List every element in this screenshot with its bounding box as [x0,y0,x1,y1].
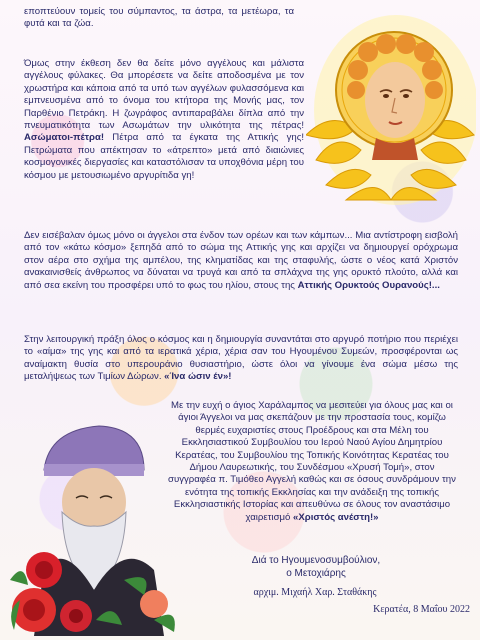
paragraph-emphasis: Αττικής Ορυκτούς Ουρανούς!... [297,279,440,291]
signature-line-2: ο Μετοχιάρης [286,568,346,579]
paragraph-angels [24,58,304,182]
paragraph-thanks [166,400,458,524]
paragraph-text: Δεν εισέβαλαν όμως μόνο οι άγγελοι στα ένδον των ορέων και των κάμπων... Μια αντίστροφη εισβολή από τον «κάτω κόσμο» ξεπηδά από το σώμα της Αττικής γης και αρχίζει να δημιουργεί ορόχρωμα στον αέρα στο σχήμα της αμπέλου, της κληματίδας και της σταφυλής, ώστε ο νέος κατά Χριστόν ανακαινισθείς άνθρωπος να δύναται να τρυγά και από τα σπλάχνα της γης ορυκτό πλούτο, αλλά και από σεα εκείνη του προσφέρει υπό το φως του ηλίου, στους της [24,230,458,291]
paragraph-emphasis: «Ίνα ώσιν έν»! [164,371,232,383]
paragraph-underworld [24,230,458,292]
saint-portrait-illustration [4,420,204,636]
signature-name: αρχιμ. Μιχαήλ Χαρ. Σταθάκης [253,587,377,598]
paragraph-emphasis: Ασώματοι-πέτρα! [24,132,105,144]
paragraph-text: Με την ευχή ο άγιος Χαράλαμπος να μεσιτεύει για όλους μας και οι άγιοι Άγγελοι να μας σκεπάζουν με την προστασία τους, κομίζω θερμές ευχαριστίες στους Προέδρους και στα Μέλη του Εκκλησιαστικού Συμβουλίου του Ιερού Ναού Αγίου Δημητρίου Κερατέας, του Συμβουλίου της Τοπικής Κοινότητας Κερατέας του Δήμου Λαυρεωτικής, του Συνδέσμου «Χρυσή Τομή», στον συγγραφέα π. Τιμόθεο Αγγελή καθώς και σε όσους συνδράμουν την ενότητα της τοπικής Εκκλησίας και την ανάδειξη της τοπικής Εκκλησιαστικής Ιστορίας και απευθύνω σε όλους τον αναστάσιμο χαιρετισμό [168,400,456,523]
angel-illustration [306,10,476,210]
paragraph-text: Όμως στην έκθεση δεν θα δείτε μόνο αγγέλους και μάλιστα αγγέλους φύλακες. Θα μπορέσετε να δείτε αποδοσμένα με τον χρωστήρα και κάποια από τα υπό των αγγέλων φυλασσόμενα και εμπνευσμένα από το όνομα του κτήτορα της Μονής μας, τον Παρθένιο Πετράκη. Η ζωγράφος αντιπαραβάλει δίπλα από την πνευματικότητα των Ασωμάτων την υλικότητα της πέτρας! [24,58,304,132]
signature-line-1: Διά το Ηγουμενοσυμβούλιον, [251,555,381,566]
paragraph-intro: εποπτεύουν τομείς του σύμπαντος, τα άστρα, τα μετέωρα, τα φυτά και τα ζώα. [24,6,294,30]
place-date: Κερατέα, 8 Μαΐου 2022 [373,604,470,615]
paragraph-emphasis: «Χριστός ανέστη!» [293,511,379,523]
paragraph-liturgy [24,334,458,384]
paragraph-text: Στην λειτουργική πράξη όλος ο κόσμος και η δημιουργία συναντάται στο αργυρό ποτήριο που περιέχει το «αίμα» της γης και από τα ιερατικά χέρια, χέρια σαν του Ηγουμένου Συμεών, προσφέρονται ως αναίμακτη θυσία στο υπερουράνιο θυσιαστήριο, ώστε όλοι να γίνουμε ένα σώμα μέσω της μεταλήψεως των Τιμίων Δώρων. [24,334,458,383]
paragraph-text-continued: Πέτρα από τα έγκατα της Αττικής γης! Πετρώματα που απέκτησαν το «άτρεπτο» μετά από διαιώνιες κοσμογονικές διεργασίες και καταστόλισαν τα υποχθόνια μέρη του κόσμου με μετουσιωμένο αργυρίτιδα γη! [24,132,304,181]
